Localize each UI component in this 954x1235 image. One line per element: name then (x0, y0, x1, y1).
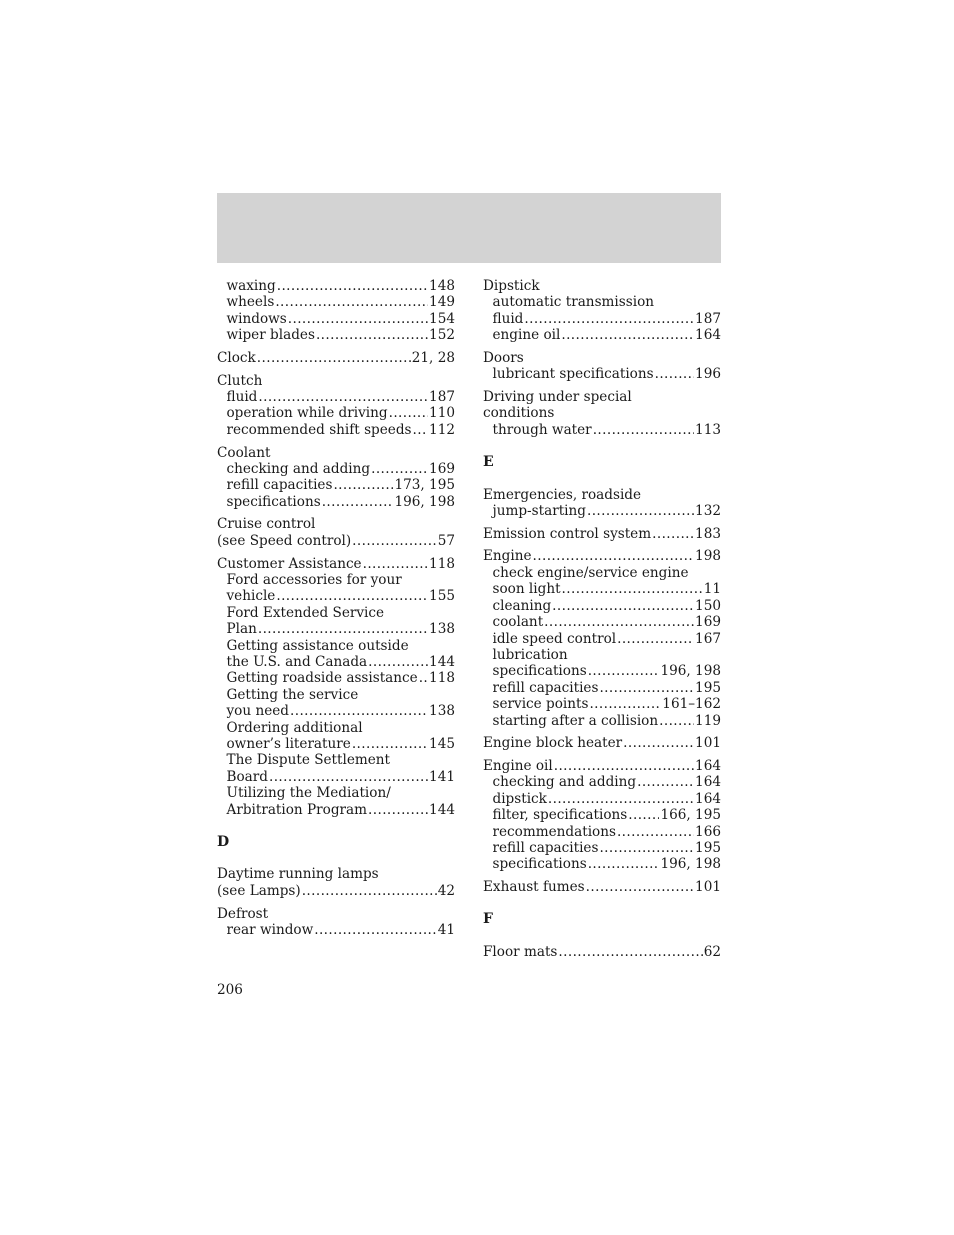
entry-page-ref: 101 (695, 879, 721, 896)
entry-text: Driving under special (483, 389, 632, 406)
entry-text: recommendations (492, 823, 616, 840)
entry-page-ref: 144 (429, 801, 455, 818)
index-subentry (217, 605, 455, 621)
index-entry (217, 533, 455, 549)
spacer (483, 438, 721, 454)
index-subentry (217, 638, 455, 654)
index-subentry (217, 294, 455, 310)
index-entry (483, 758, 721, 774)
index-subentry (217, 461, 455, 477)
entry-text: Cruise control (217, 516, 316, 533)
index-subentry (217, 752, 455, 768)
index-subentry (483, 503, 721, 519)
entry-text: idle speed control (492, 630, 617, 647)
entry-page-ref: 164 (695, 327, 721, 344)
dot-leader (368, 654, 428, 670)
entry-text: Coolant (217, 444, 271, 461)
entry-text: the U.S. and Canada (226, 654, 368, 671)
index-entry (217, 350, 455, 366)
entry-page-ref: 155 (429, 588, 455, 605)
dot-leader (593, 422, 694, 438)
entry-text: starting after a collision (492, 712, 659, 729)
entry-text: fluid (492, 310, 524, 327)
entry-text: specifications (492, 663, 587, 680)
entry-text: windows (226, 310, 287, 327)
index-entry (483, 944, 721, 960)
entry-text: dipstick (492, 790, 547, 807)
entry-text: Getting assistance outside (226, 637, 409, 654)
entry-text: cleaning (492, 597, 552, 614)
entry-text: rear window (226, 922, 314, 938)
index-subentry (217, 736, 455, 752)
entry-text: Plan (226, 621, 257, 638)
index-entry (217, 906, 455, 922)
entry-page-ref: 196, 198 (394, 493, 455, 510)
entry-page-ref: 138 (429, 621, 455, 638)
index-subentry (483, 422, 721, 438)
dot-leader (368, 802, 428, 818)
entry-page-ref: 101 (695, 735, 721, 752)
entry-page-ref: 166, 195 (660, 807, 721, 824)
section-letter: F (483, 911, 493, 928)
entry-page-ref: 187 (429, 389, 455, 406)
index-subentry (483, 598, 721, 614)
entry-page-ref: 145 (429, 736, 455, 753)
entry-text: fluid (226, 389, 258, 406)
dot-leader (275, 294, 428, 310)
entry-page-ref: 112 (429, 421, 455, 438)
index-subentry (217, 802, 455, 818)
dot-leader (544, 614, 694, 630)
entry-text: Arbitration Program (226, 801, 368, 818)
index-subentry (483, 696, 721, 712)
index-subentry (483, 647, 721, 663)
entry-text: owner’s literature (226, 736, 351, 753)
index-subentry (483, 614, 721, 630)
dot-leader (352, 533, 437, 549)
index-subentry (483, 680, 721, 696)
spacer (217, 850, 455, 866)
dot-leader (371, 461, 428, 477)
dot-leader (561, 327, 694, 343)
entry-page-ref: 132 (695, 503, 721, 520)
dot-leader (655, 366, 694, 382)
entry-page-ref: 41 (437, 922, 455, 938)
spacer (483, 928, 721, 944)
index-subentry (217, 703, 455, 719)
dot-leader (363, 556, 428, 572)
entry-page-ref: 110 (429, 405, 455, 422)
index-subentry (217, 572, 455, 588)
entry-text: vehicle (226, 588, 276, 605)
entry-text: Doors (483, 349, 524, 366)
entry-text: service points (492, 696, 589, 713)
entry-text: jump-starting (492, 503, 586, 520)
index-entry (483, 350, 721, 366)
dot-leader (599, 680, 694, 696)
entry-text: Defrost (217, 905, 269, 922)
dot-leader (276, 588, 428, 604)
entry-text: refill capacities (226, 477, 333, 494)
entry-page-ref: 169 (429, 460, 455, 477)
dot-leader (589, 696, 661, 712)
dot-leader (419, 670, 428, 686)
dot-leader (258, 621, 428, 637)
entry-text: Engine block heater (483, 735, 623, 752)
spacer (483, 471, 721, 487)
index-subentry (217, 785, 455, 801)
index-subentry (217, 654, 455, 670)
entry-page-ref: 161–162 (662, 696, 721, 713)
index-entry (217, 516, 455, 532)
entry-page-ref: 21, 28 (411, 349, 455, 366)
entry-page-ref: 196, 198 (660, 663, 721, 680)
dot-leader (322, 494, 394, 510)
entry-text: Daytime running lamps (217, 866, 379, 883)
entry-page-ref: 144 (429, 654, 455, 671)
entry-page-ref: 195 (695, 839, 721, 856)
index-subentry (483, 294, 721, 310)
entry-text: Engine oil (483, 757, 553, 774)
index-column-left (217, 278, 455, 938)
entry-text: lubrication (492, 646, 568, 663)
dot-leader (548, 791, 694, 807)
dot-leader (562, 581, 703, 597)
index-subentry (483, 663, 721, 679)
entry-text: checking and adding (492, 774, 637, 791)
index-subentry (217, 621, 455, 637)
index-entry (217, 556, 455, 572)
index-entry (483, 735, 721, 751)
entry-text: refill capacities (492, 679, 599, 696)
index-subentry (483, 774, 721, 790)
entry-page-ref: 62 (703, 943, 721, 960)
entry-page-ref: 152 (429, 327, 455, 344)
dot-leader (659, 713, 694, 729)
page-number: 206 (217, 982, 243, 998)
entry-text: The Dispute Settlement (226, 752, 391, 769)
dot-leader (269, 769, 428, 785)
entry-page-ref: 148 (429, 278, 455, 294)
entry-page-ref: 173, 195 (394, 477, 455, 494)
entry-text: Emergencies, roadside (483, 486, 642, 503)
dot-leader (290, 703, 428, 719)
entry-text: you need (226, 703, 289, 720)
entry-page-ref: 118 (429, 555, 455, 572)
dot-leader (599, 840, 694, 856)
entry-text: checking and adding (226, 460, 371, 477)
index-subentry (217, 588, 455, 604)
dot-leader (637, 774, 694, 790)
entry-text: Exhaust fumes (483, 879, 585, 896)
entry-page-ref: 57 (437, 532, 455, 549)
section-letter: E (483, 454, 494, 471)
index-subentry (217, 405, 455, 421)
index-subentry (217, 769, 455, 785)
entry-text: waxing (226, 278, 276, 294)
index-subentry (483, 327, 721, 343)
index-subentry (483, 631, 721, 647)
entry-page-ref: 195 (695, 679, 721, 696)
entry-text: wheels (226, 294, 275, 311)
index-entry (217, 883, 455, 899)
index-subentry (483, 824, 721, 840)
index-subentry (217, 389, 455, 405)
entry-page-ref: 169 (695, 614, 721, 631)
dot-leader (533, 548, 695, 564)
index-entry (483, 879, 721, 895)
entry-page-ref: 42 (437, 882, 455, 899)
entry-text: Getting the service (226, 686, 359, 703)
index-subentry (483, 856, 721, 872)
index-subentry (217, 720, 455, 736)
dot-leader (524, 311, 694, 327)
dot-leader (558, 944, 702, 960)
dot-leader (314, 922, 436, 938)
index-entry (483, 389, 721, 405)
dot-leader (352, 736, 428, 752)
entry-page-ref: 164 (695, 757, 721, 774)
entry-text: check engine/service engine (492, 564, 689, 581)
dot-leader (277, 278, 428, 294)
entry-text: (see Speed control) (217, 532, 352, 549)
entry-text: Dipstick (483, 278, 540, 294)
entry-text: Getting roadside assistance (226, 670, 418, 687)
index-subentry (483, 581, 721, 597)
entry-text: Board (226, 768, 268, 785)
entry-text: automatic transmission (492, 294, 655, 311)
dot-leader (617, 824, 694, 840)
entry-page-ref: 164 (695, 774, 721, 791)
index-subentry (483, 791, 721, 807)
entry-text: Emission control system (483, 525, 652, 542)
entry-text: Ford Extended Service (226, 604, 385, 621)
entry-text: specifications (226, 493, 321, 510)
index-subentry (217, 278, 455, 294)
dot-leader (316, 327, 428, 343)
dot-leader (588, 663, 660, 679)
dot-leader (617, 631, 694, 647)
index-subentry (217, 477, 455, 493)
entry-text: operation while driving (226, 405, 388, 422)
index-entry (483, 548, 721, 564)
entry-page-ref: 166 (695, 823, 721, 840)
entry-text: Ford accessories for your (226, 571, 402, 588)
index-column-right (483, 278, 721, 960)
index-entry (483, 526, 721, 542)
entry-text: lubricant specifications (492, 366, 654, 383)
dot-leader (554, 758, 694, 774)
index-subentry (217, 327, 455, 343)
entry-page-ref: 119 (695, 712, 721, 729)
index-subentry (217, 670, 455, 686)
dot-leader (258, 389, 428, 405)
index-subentry (217, 311, 455, 327)
dot-leader (333, 477, 393, 493)
index-subentry (217, 494, 455, 510)
header-band (217, 193, 721, 263)
entry-text: Clutch (217, 372, 263, 389)
index-subentry (483, 311, 721, 327)
entry-page-ref: 11 (703, 581, 721, 598)
dot-leader (302, 883, 437, 899)
entry-text: recommended shift speeds (226, 421, 412, 438)
entry-text: soon light (492, 581, 561, 598)
entry-page-ref: 183 (695, 525, 721, 542)
index-subentry (483, 807, 721, 823)
index-subentry (217, 422, 455, 438)
dot-leader (587, 503, 694, 519)
index-entry (217, 445, 455, 461)
index-subentry (217, 922, 455, 938)
entry-page-ref: 196, 198 (660, 856, 721, 873)
entry-text: conditions (483, 405, 555, 422)
entry-page-ref: 138 (429, 703, 455, 720)
index-subentry (483, 366, 721, 382)
index-subentry (483, 713, 721, 729)
dot-leader (288, 311, 428, 327)
spacer (483, 895, 721, 911)
section-letter: D (217, 834, 230, 851)
dot-leader (389, 405, 428, 421)
index-entry (483, 278, 721, 294)
entry-text: engine oil (492, 327, 561, 344)
entry-text: (see Lamps) (217, 882, 301, 899)
dot-leader (623, 735, 694, 751)
entry-text: Engine (483, 548, 532, 565)
entry-page-ref: 118 (429, 670, 455, 687)
spacer (217, 818, 455, 834)
entry-page-ref: 113 (695, 421, 721, 438)
entry-text: Customer Assistance (217, 555, 362, 572)
index-entry (217, 866, 455, 882)
entry-page-ref: 149 (429, 294, 455, 311)
dot-leader (588, 856, 660, 872)
entry-text: Ordering additional (226, 719, 363, 736)
index-entry (483, 405, 721, 421)
index-subentry (483, 840, 721, 856)
index-subentry (483, 565, 721, 581)
dot-leader (257, 350, 411, 366)
entry-page-ref: 154 (429, 310, 455, 327)
entry-page-ref: 150 (695, 597, 721, 614)
entry-page-ref: 198 (695, 548, 721, 565)
entry-text: wiper blades (226, 327, 315, 344)
dot-leader (652, 526, 694, 542)
entry-page-ref: 141 (429, 768, 455, 785)
dot-leader (413, 422, 429, 438)
index-entry (217, 373, 455, 389)
entry-text: Utilizing the Mediation/ (226, 785, 391, 802)
entry-text: Floor mats (483, 943, 558, 960)
entry-page-ref: 167 (695, 630, 721, 647)
entry-page-ref: 164 (695, 790, 721, 807)
entry-text: Clock (217, 349, 256, 366)
entry-page-ref: 187 (695, 310, 721, 327)
entry-text: filter, specifications (492, 807, 628, 824)
entry-text: refill capacities (492, 839, 599, 856)
index-subentry (217, 687, 455, 703)
dot-leader (628, 807, 659, 823)
entry-text: specifications (492, 856, 587, 873)
index-entry (483, 487, 721, 503)
entry-text: coolant (492, 614, 544, 631)
entry-text: through water (492, 421, 592, 438)
dot-leader (552, 598, 694, 614)
dot-leader (586, 879, 694, 895)
entry-page-ref: 196 (695, 366, 721, 383)
